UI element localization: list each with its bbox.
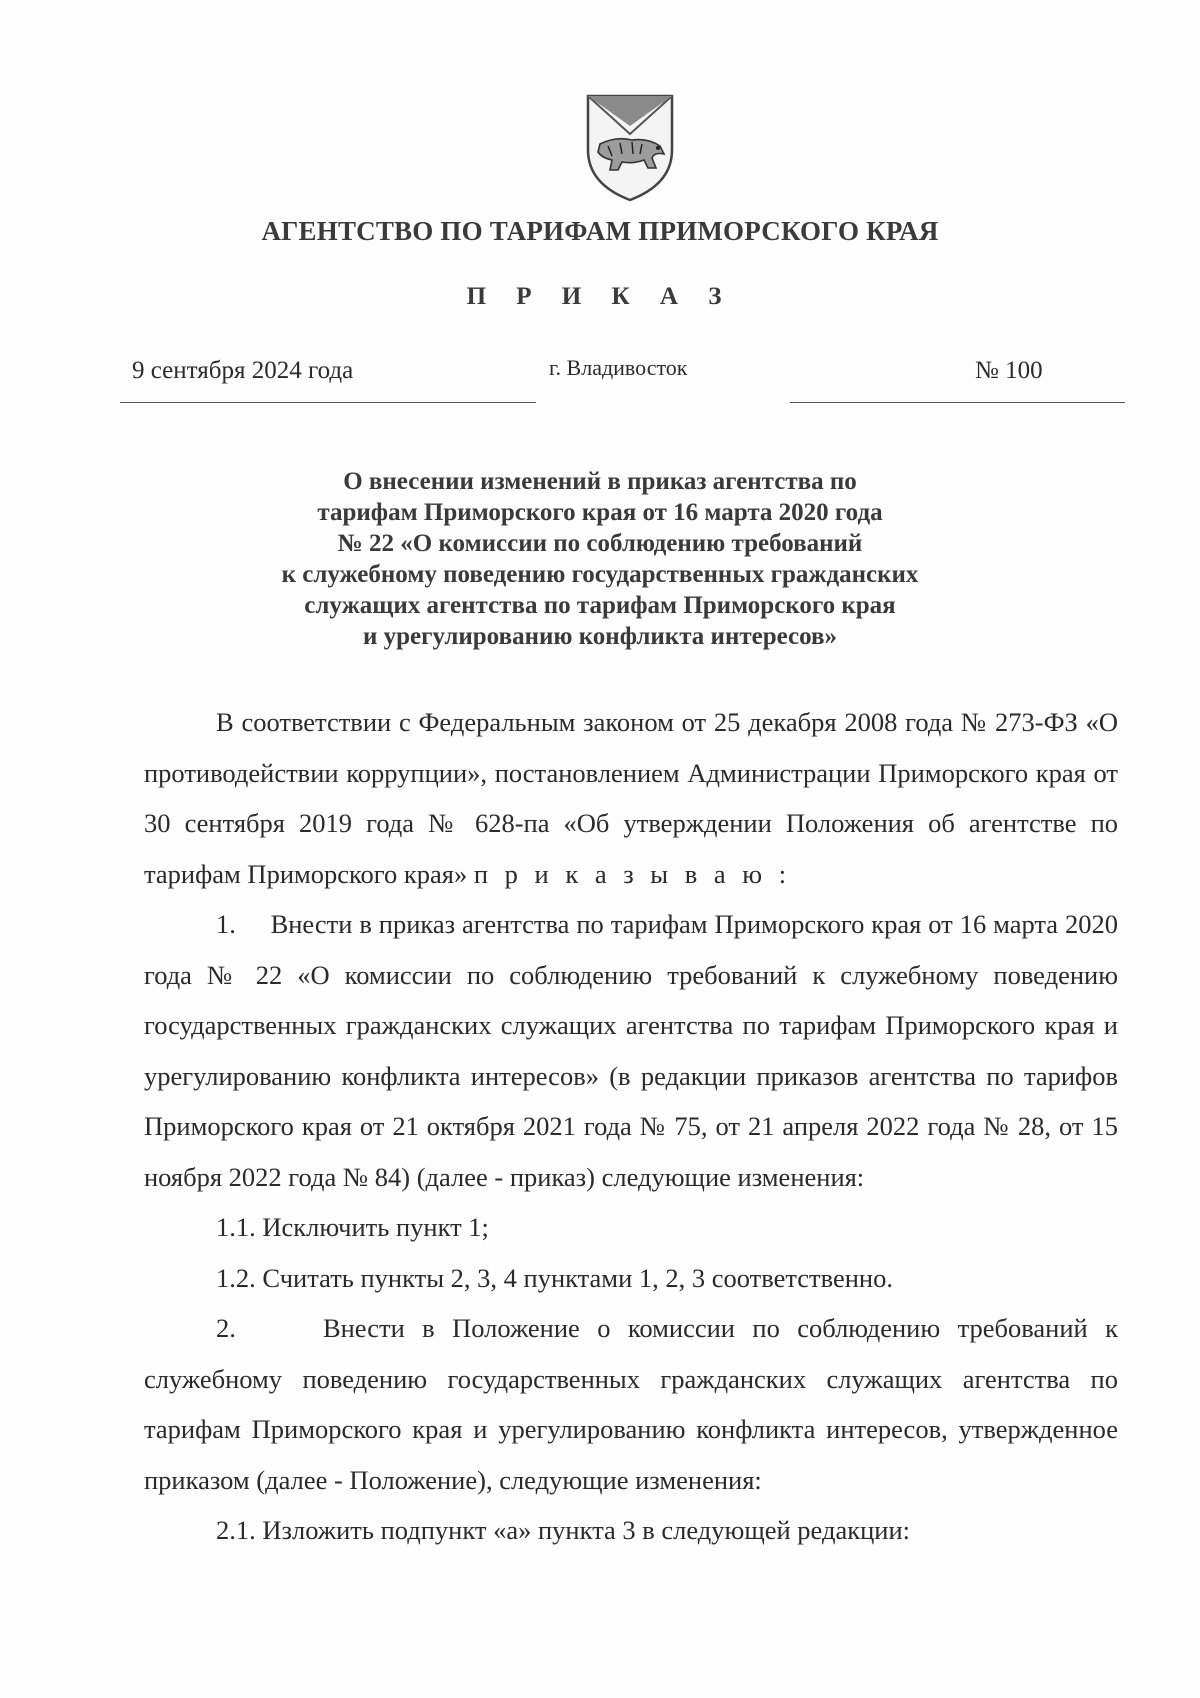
document-number: № 100 — [975, 357, 1043, 384]
paragraph-1-2: 1.2. Считать пункты 2, 3, 4 пунктами 1, 2, 3 соответственно. — [216, 1262, 893, 1293]
document-body — [144, 697, 1118, 1556]
document-city: г. Владивосток — [549, 355, 688, 380]
title-line: служащих агентства по тарифам Приморского края — [304, 592, 896, 619]
preamble-text: В соответствии с Федеральным законом от 25 декабря 2008 года № 273-ФЗ «О противодействии коррупции», постановлением Администрации Приморского края от 30 сентября 2019 года № 628-па «Об утверждении Положения об агентстве по тарифам Приморского края» — [144, 707, 1118, 889]
order-word: п р и к а з ы в а ю : — [473, 858, 792, 889]
title-line: № 22 «О комиссии по соблюдению требований — [337, 530, 863, 557]
document-date: 9 сентября 2024 года — [132, 357, 354, 384]
paragraph-2-1: 2.1. Изложить подпункт «а» пункта 3 в следующей редакции: — [216, 1515, 910, 1545]
title-line: тарифам Приморского края от 16 марта 2020 года — [317, 499, 883, 526]
number-underline — [790, 402, 1125, 403]
paragraph-1: 1. Внести в приказ агентства по тарифам Приморского края от 16 марта 2020 года № 22 «О комиссии по соблюдению требований к служебному поведению государственных гражданских служащих агентства по тарифам Приморского края и урегулированию конфликта интересов» (в редакции приказов агентства по тарифов Приморского края от 21 октября 2021 года № 75, от 21 апреля 2022 года № 28, от 15 ноября 2022 года № 84) (далее - приказ) следующие изменения: — [144, 909, 1118, 1192]
paragraph-2: 2. Внести в Положение о комиссии по соблюдению требований к служебному поведению государственных гражданских служащих агентства по тарифам Приморского края и урегулированию конфликта интересов, утвержденное приказом (далее - Положение), следующие изменения: — [144, 1313, 1118, 1495]
agency-name: АГЕНТСТВО ПО ТАРИФАМ ПРИМОРСКОГО КРАЯ — [261, 216, 939, 246]
date-underline — [120, 402, 536, 403]
document-title — [160, 466, 1040, 652]
document-type: П Р И К А З — [466, 283, 734, 310]
preamble-paragraph — [144, 697, 1118, 899]
paragraph-1-1: 1.1. Исключить пункт 1; — [216, 1212, 489, 1242]
title-line: и урегулированию конфликта интересов» — [362, 623, 838, 650]
title-line: О внесении изменений в приказ агентства по — [343, 468, 857, 495]
title-line: к служебному поведению государственных гражданских — [281, 561, 919, 588]
coat-of-arms-emblem — [578, 88, 682, 206]
